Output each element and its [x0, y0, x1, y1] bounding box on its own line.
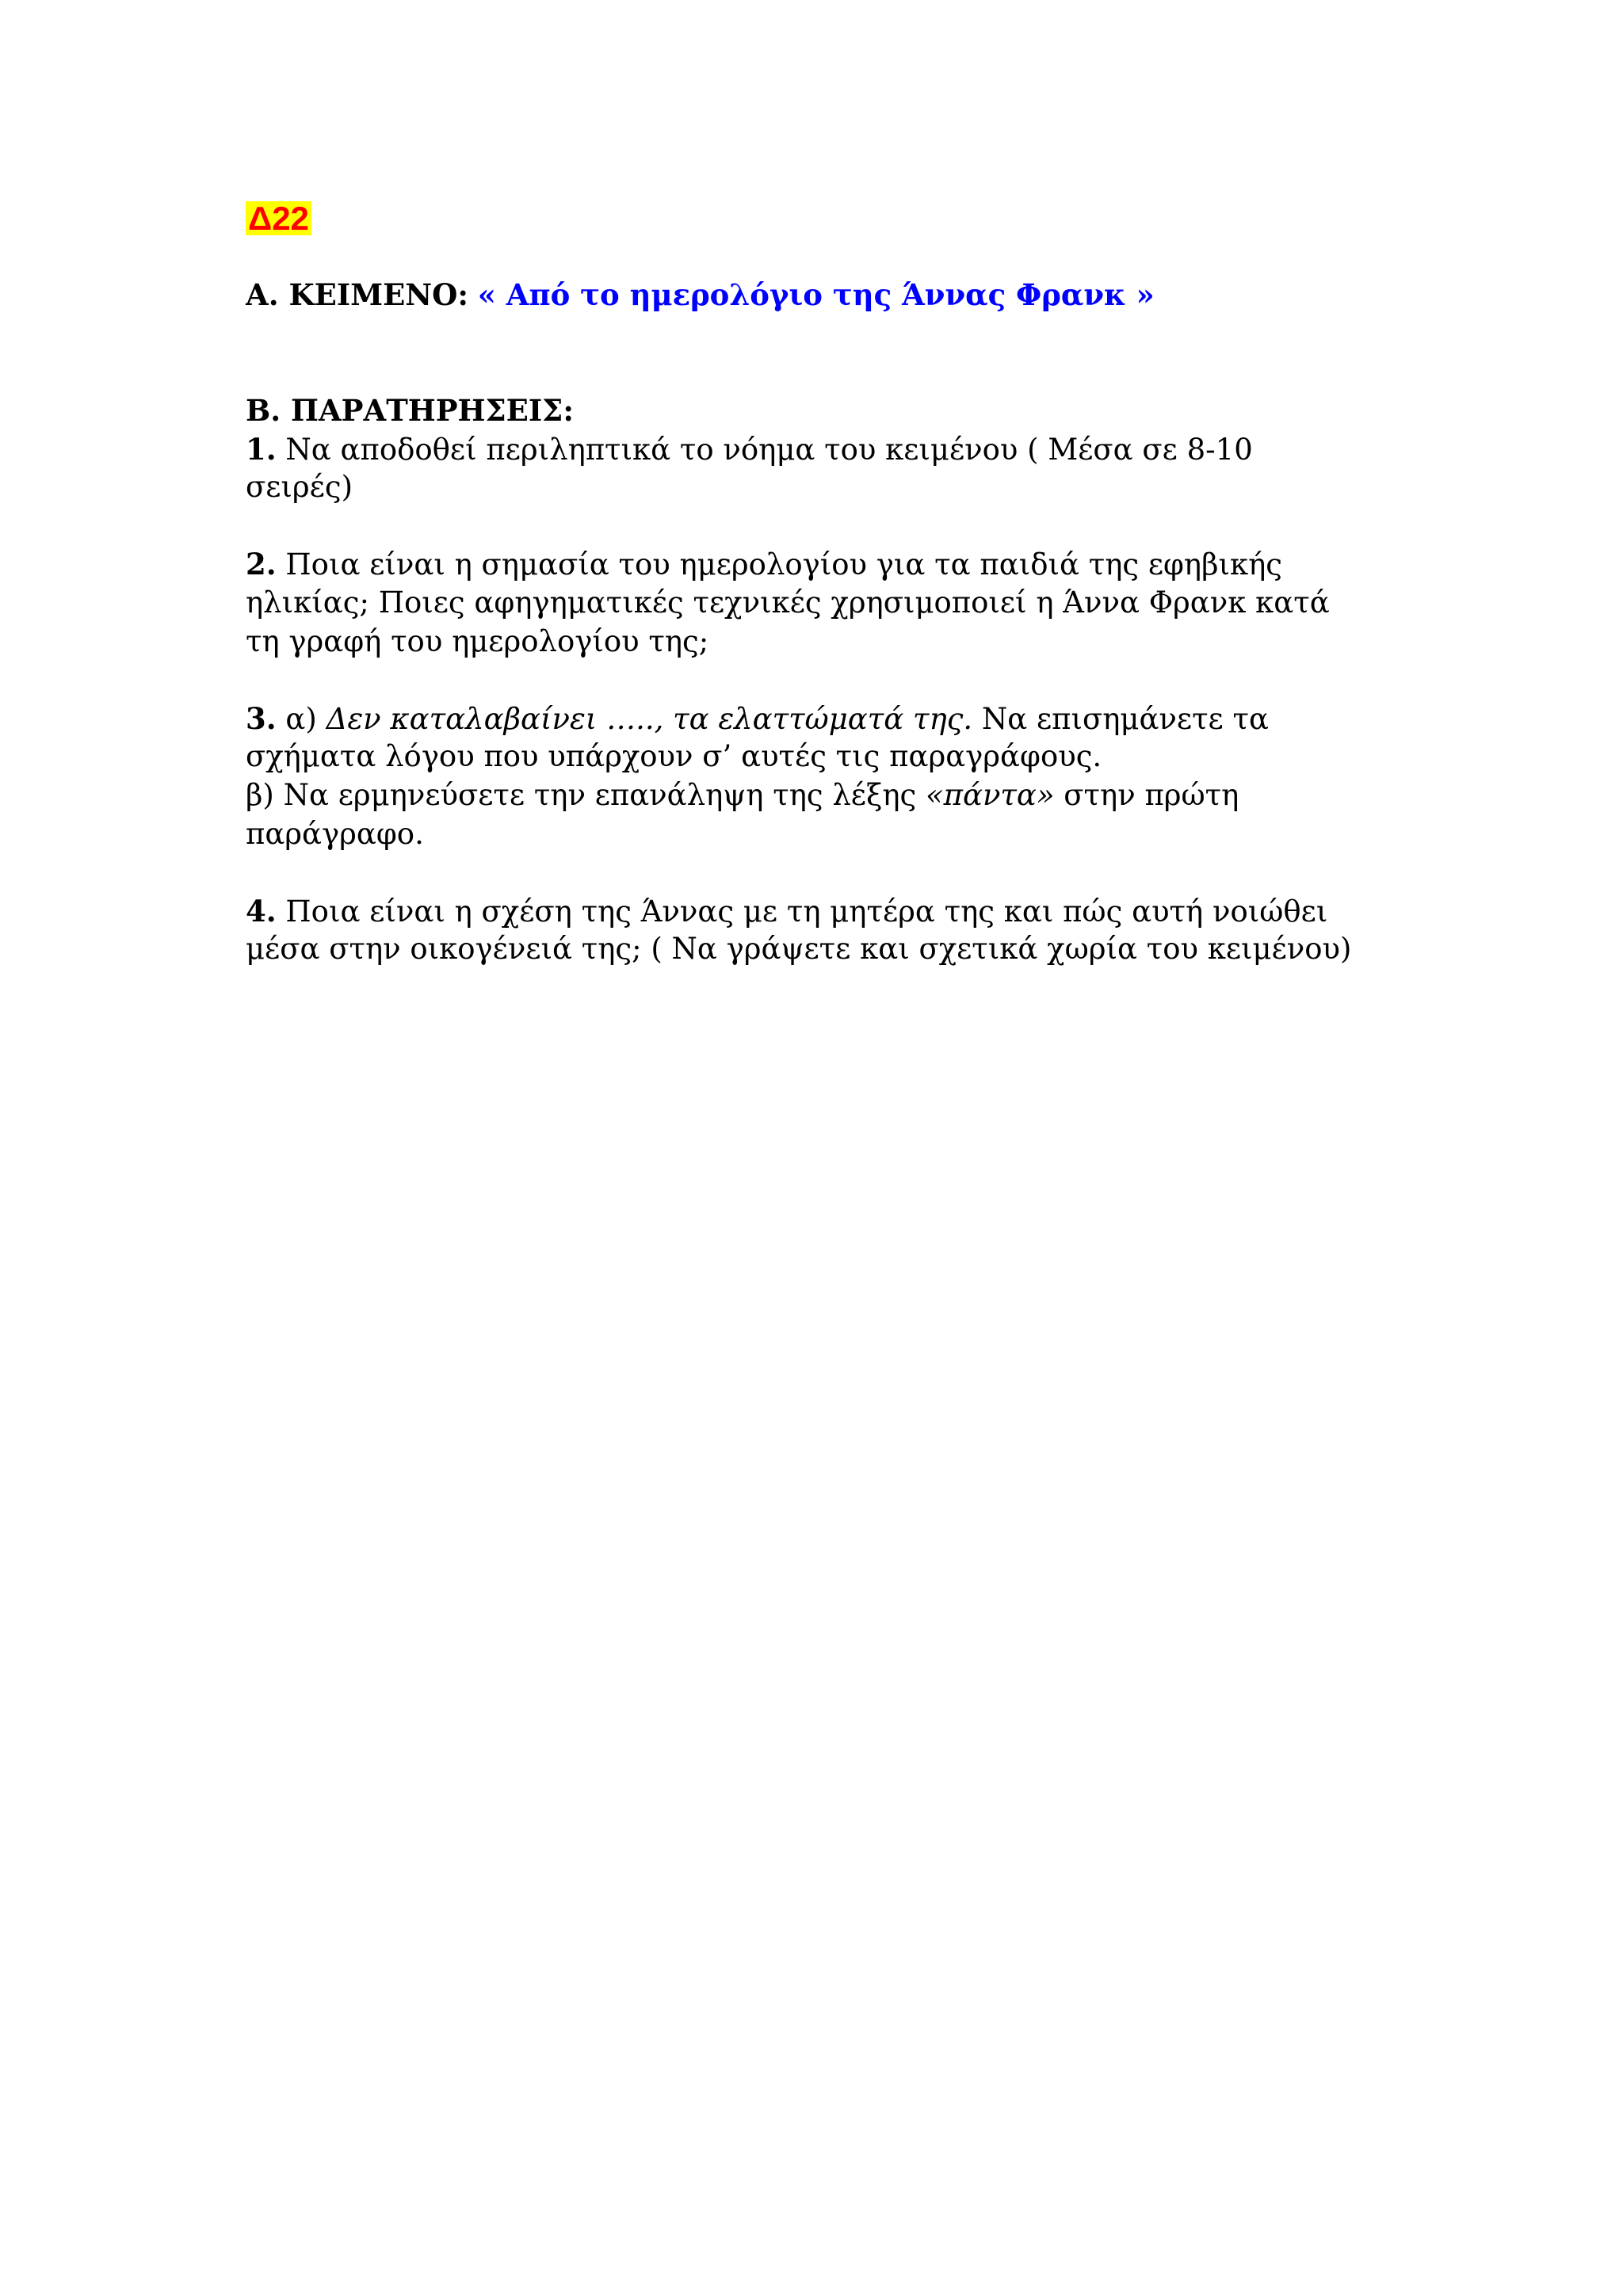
- question-4: [246, 892, 1545, 969]
- document-code-badge: Δ22: [246, 201, 311, 235]
- question-number: 4.: [246, 893, 277, 929]
- section-b-label: Β. ΠΑΡΑΤΗΡΗΣΕΙΣ:: [246, 392, 574, 428]
- question-line: [246, 545, 1545, 584]
- question-line: [246, 815, 1545, 854]
- subquestion-a-label: α): [285, 701, 317, 736]
- quoted-excerpt: Δεν καταλαβαίνει ….., τα ελαττώματά της.: [326, 701, 973, 736]
- question-line: [246, 623, 1545, 662]
- question-text: ηλικίας; Ποιες αφηγηματικές τεχνικές χρησιμοποιεί η Άννα Φρανκ κατά: [246, 585, 1330, 620]
- blank-line: [246, 661, 1545, 700]
- question-number: 2.: [246, 547, 277, 582]
- section-b-heading: [246, 391, 1545, 430]
- blank-line: [246, 507, 1545, 546]
- text-title: « Από το ημερολόγιο της Άννας Φρανκ »: [477, 277, 1155, 313]
- question-text: σειρές): [246, 470, 353, 505]
- question-3: [246, 700, 1545, 853]
- question-2: [246, 545, 1545, 661]
- blank-line: [246, 238, 1545, 277]
- question-1: [246, 430, 1545, 507]
- blank-line: [246, 853, 1545, 892]
- question-line: [246, 700, 1545, 738]
- question-line: [246, 776, 1545, 815]
- question-text: παράγραφο.: [246, 816, 424, 851]
- question-number: 3.: [246, 700, 277, 736]
- question-text: Να αποδοθεί περιληπτικά το νόημα του κειμένου ( Μέσα σε 8-10: [285, 432, 1253, 467]
- question-text: Ποια είναι η σημασία του ημερολογίου για τα παιδιά της εφηβικής: [285, 547, 1283, 582]
- section-a-heading: [246, 276, 1545, 315]
- question-text: στην πρώτη: [1064, 777, 1239, 812]
- question-text: τη γραφή του ημερολογίου της;: [246, 624, 709, 658]
- question-text: Να επισημάνετε τα: [981, 701, 1269, 736]
- question-number: 1.: [246, 431, 277, 467]
- question-text: σχήματα λόγου που υπάρχουν σ’ αυτές τις παραγράφους.: [246, 739, 1102, 774]
- question-line: [246, 468, 1545, 507]
- quoted-word: «πάντα»: [926, 777, 1055, 812]
- question-line: [246, 930, 1545, 969]
- question-line: [246, 738, 1545, 776]
- badge-line: [246, 199, 1545, 238]
- question-text: μέσα στην οικογένειά της; ( Να γράψετε και σχετικά χωρία του κειμένου): [246, 932, 1352, 967]
- document-page: [246, 199, 1545, 969]
- question-text: Ποια είναι η σχέση της Άννας με τη μητέρα της και πώς αυτή νοιώθει: [285, 894, 1328, 929]
- blank-line: [246, 353, 1545, 391]
- question-text: β) Να ερμηνεύσετε την επανάληψη της λέξης: [246, 777, 917, 812]
- blank-line: [246, 315, 1545, 353]
- section-a-label: Α. ΚΕΙΜΕΝΟ:: [246, 277, 469, 313]
- question-line: [246, 430, 1545, 469]
- question-line: [246, 584, 1545, 623]
- question-line: [246, 892, 1545, 931]
